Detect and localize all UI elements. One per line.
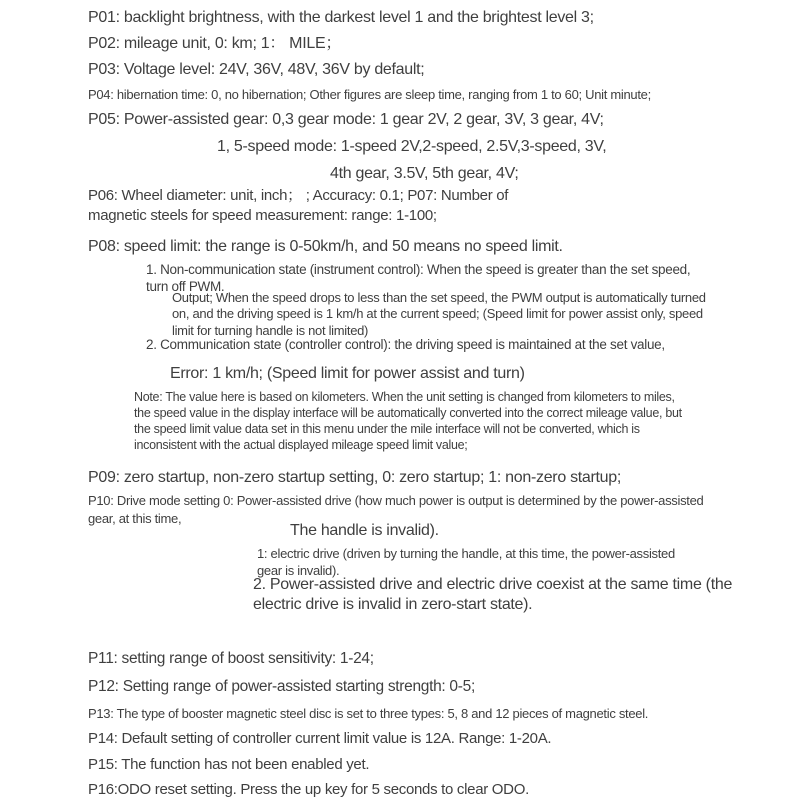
param-p10-handle-invalid: The handle is invalid). <box>290 522 439 539</box>
param-p05-speed-mode-gears: 4th gear, 3.5V, 5th gear, 4V; <box>330 165 519 182</box>
param-p11-boost-sensitivity: P11: setting range of boost sensitivity: 1-24; <box>88 650 374 667</box>
param-p05-assist-gear: P05: Power-assisted gear: 0,3 gear mode: 1 gear 2V, 2 gear, 3V, 3 gear, 4V; <box>88 111 604 128</box>
param-p05-speed-mode-line: 1, 5-speed mode: 1-speed 2V,2-speed, 2.5V,3-speed, 3V, <box>217 138 607 155</box>
param-p08-speed-limit: P08: speed limit: the range is 0-50km/h, and 50 means no speed limit. <box>88 238 563 255</box>
param-p15-not-enabled: P15: The function has not been enabled yet. <box>88 756 370 773</box>
param-p14-current-limit: P14: Default setting of controller current limit value is 12A. Range: 1-20A. <box>88 730 552 747</box>
param-p08-note: Note: The value here is based on kilometers. When the unit setting is changed from kilometers to miles, the speed value in the display interface will be automatically converted into the correct mileage value, but the speed limit value data set in this menu under the mile interface will not be converted, which is inconsistent with the actual displayed mileage speed limit value; <box>134 390 682 452</box>
param-p03-voltage-level: P03: Voltage level: 24V, 36V, 48V, 36V by default; <box>88 61 425 78</box>
param-p10-electric-drive: 1: electric drive (driven by turning the handle, at this time, the power-assisted gear is invalid). <box>257 546 675 578</box>
param-p13-magnet-disc: P13: The type of booster magnetic steel disc is set to three types: 5, 8 and 12 pieces of magnetic steel. <box>88 706 649 721</box>
param-p01-backlight: P01: backlight brightness, with the darkest level 1 and the brightest level 3; <box>88 9 594 26</box>
param-p08-comm-state: 2. Communication state (controller control): the driving speed is maintained at the set value, <box>146 337 665 352</box>
param-p08-pwm-output: Output; When the speed drops to less than the set speed, the PWM output is automatically turned on, and the driving speed is 1 km/h at the current speed; (Speed limit for power assist only, speed limit for turning handle is not limited) <box>172 290 706 338</box>
param-p10-coexist-mode: 2. Power-assisted drive and electric drive coexist at the same time (the electric drive is invalid in zero-start state). <box>253 576 733 613</box>
param-p12-start-strength: P12: Setting range of power-assisted starting strength: 0-5; <box>88 678 475 695</box>
param-p04-hibernation: P04: hibernation time: 0, no hibernation; Other figures are sleep time, ranging from 1 to 60; Unit minute; <box>88 87 651 102</box>
param-p09-zero-startup: P09: zero startup, non-zero startup setting, 0: zero startup; 1: non-zero startup; <box>88 469 622 486</box>
param-p08-noncomm-state: 1. Non-communication state (instrument control): When the speed is greater than the set speed, turn off PWM. <box>146 262 691 295</box>
param-p06-p07-wheel-magnets: P06: Wheel diameter: unit, inch； ; Accuracy: 0.1; P07: Number of magnetic steels for speed measurement: range: 1-100; <box>88 187 509 224</box>
param-p02-mileage-unit: P02: mileage unit, 0: km; 1： MILE； <box>88 35 342 52</box>
param-p10-drive-mode: P10: Drive mode setting 0: Power-assisted drive (how much power is output is determined by the power-assisted gear, at this time, <box>88 493 704 526</box>
param-p08-error: Error: 1 km/h; (Speed limit for power assist and turn) <box>170 365 525 382</box>
param-p16-odo-reset: P16:ODO reset setting. Press the up key for 5 seconds to clear ODO. <box>88 781 529 798</box>
